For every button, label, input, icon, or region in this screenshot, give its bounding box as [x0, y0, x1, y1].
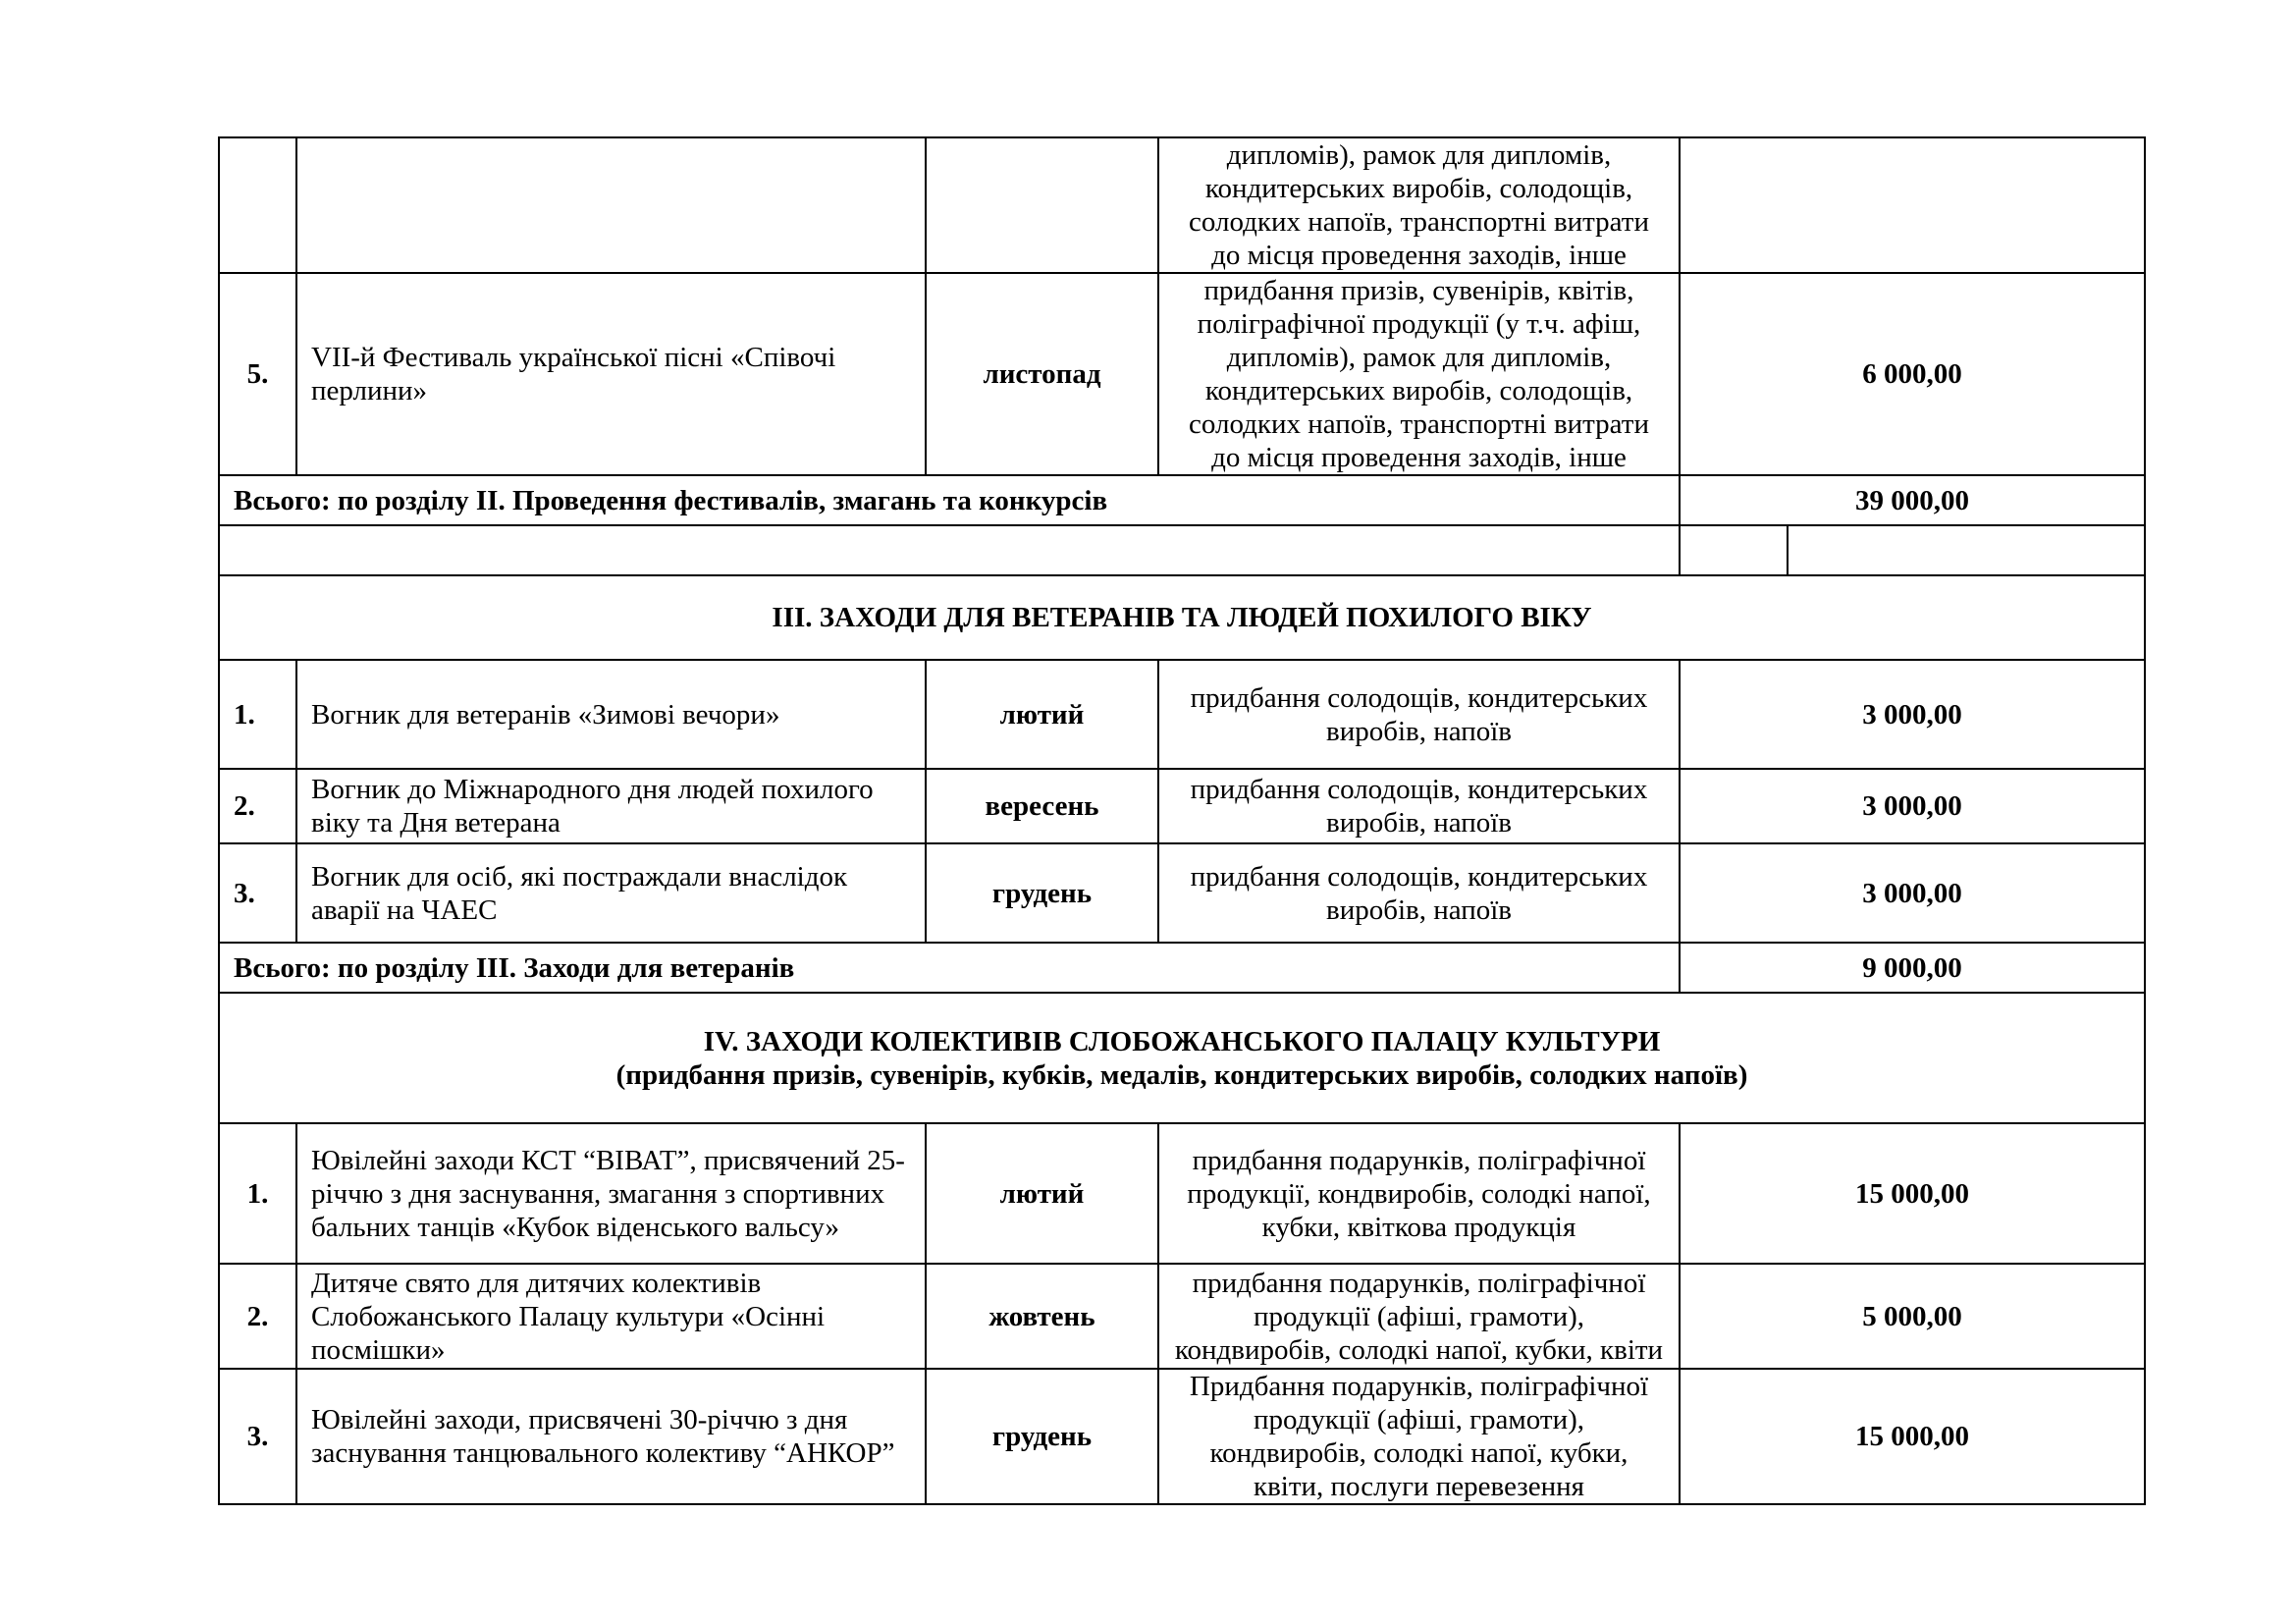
section-title: III. ЗАХОДИ ДЛЯ ВЕТЕРАНІВ ТА ЛЮДЕЙ ПОХИЛОГО ВІКУ — [219, 575, 2145, 660]
row-number: 2. — [219, 1264, 296, 1369]
section-header — [219, 993, 2145, 1123]
event-name: VII-й Фестиваль української пісні «Співочі перлини» — [296, 273, 926, 475]
event-description: придбання солодощів, кондитерських виробів, напоїв — [1158, 843, 1680, 943]
row-number: 3. — [219, 843, 296, 943]
row-number — [219, 137, 296, 273]
empty-row — [219, 525, 2145, 575]
event-term: жовтень — [926, 1264, 1158, 1369]
event-description: придбання подарунків, поліграфічної продукції (афіші, грамоти), кондвиробів, солодкі напої, кубки, квіти — [1158, 1264, 1680, 1369]
section-header-row — [219, 993, 2145, 1123]
section-total-row — [219, 943, 2145, 993]
event-name: Вогник для осіб, які постраждали внаслідок аварії на ЧАЕС — [296, 843, 926, 943]
budget-table — [218, 136, 2146, 1505]
section-total-sum: 9 000,00 — [1680, 943, 2145, 993]
event-term — [926, 137, 1158, 273]
section-title: IV. ЗАХОДИ КОЛЕКТИВІВ СЛОБОЖАНСЬКОГО ПАЛАЦУ КУЛЬТУРИ — [703, 1025, 1661, 1057]
event-sum: 3 000,00 — [1680, 769, 2145, 843]
event-description: Придбання подарунків, поліграфічної продукції (афіші, грамоти), кондвиробів, солодкі напої, кубки, квіти, послуги перевезення — [1158, 1369, 1680, 1504]
event-name — [296, 137, 926, 273]
section-total-label: Всього: по розділу II. Проведення фестивалів, змагань та конкурсів — [219, 475, 1680, 525]
empty-cell — [219, 525, 1680, 575]
event-sum: 15 000,00 — [1680, 1123, 2145, 1264]
event-term: листопад — [926, 273, 1158, 475]
row-number: 5. — [219, 273, 296, 475]
section-total-label: Всього: по розділу III. Заходи для ветеранів — [219, 943, 1680, 993]
section-header-row — [219, 575, 2145, 660]
event-sum: 3 000,00 — [1680, 660, 2145, 769]
event-description: придбання солодощів, кондитерських виробів, напоїв — [1158, 660, 1680, 769]
event-name: Вогник для ветеранів «Зимові вечори» — [296, 660, 926, 769]
event-name: Дитяче свято для дитячих колективів Слобожанського Палацу культури «Осінні посмішки» — [296, 1264, 926, 1369]
event-term: лютий — [926, 1123, 1158, 1264]
event-term: грудень — [926, 843, 1158, 943]
table-row — [219, 769, 2145, 843]
event-name: Вогник до Міжнародного дня людей похилого віку та Дня ветерана — [296, 769, 926, 843]
event-description: придбання солодощів, кондитерських виробів, напоїв — [1158, 769, 1680, 843]
event-sum: 15 000,00 — [1680, 1369, 2145, 1504]
event-term: грудень — [926, 1369, 1158, 1504]
event-description: дипломів), рамок для дипломів, кондитерських виробів, солодощів, солодких напоїв, транспортні витрати до місця проведення заходів, інше — [1158, 137, 1680, 273]
empty-cell — [1788, 525, 2145, 575]
section-total-sum: 39 000,00 — [1680, 475, 2145, 525]
event-term: лютий — [926, 660, 1158, 769]
table-row — [219, 1123, 2145, 1264]
table-row — [219, 1369, 2145, 1504]
event-sum: 6 000,00 — [1680, 273, 2145, 475]
row-number: 1. — [219, 1123, 296, 1264]
table-row — [219, 1264, 2145, 1369]
event-sum: 5 000,00 — [1680, 1264, 2145, 1369]
event-name: Ювілейні заходи КСТ “ВІВАТ”, присвячений 25-річчю з дня заснування, змагання з спортивних бальних танців «Кубок віденського вальсу» — [296, 1123, 926, 1264]
table-row — [219, 843, 2145, 943]
event-term: вересень — [926, 769, 1158, 843]
table-row — [219, 660, 2145, 769]
table-row-continuation — [219, 137, 2145, 273]
row-number: 1. — [219, 660, 296, 769]
event-description: придбання подарунків, поліграфічної продукції, кондвиробів, солодкі напої, кубки, квіткова продукція — [1158, 1123, 1680, 1264]
event-description: придбання призів, сувенірів, квітів, поліграфічної продукції (у т.ч. афіш, дипломів), рамок для дипломів, кондитерських виробів, солодощів, солодких напоїв, транспортні витрати до місця проведення заходів, інше — [1158, 273, 1680, 475]
section-total-row — [219, 475, 2145, 525]
row-number: 3. — [219, 1369, 296, 1504]
event-name: Ювілейні заходи, присвячені 30-річчю з дня заснування танцювального колективу “АНКОР” — [296, 1369, 926, 1504]
empty-cell — [1680, 525, 1788, 575]
event-sum — [1680, 137, 2145, 273]
table-row — [219, 273, 2145, 475]
row-number: 2. — [219, 769, 296, 843]
event-sum: 3 000,00 — [1680, 843, 2145, 943]
section-subtitle: (придбання призів, сувенірів, кубків, медалів, кондитерських виробів, солодких напоїв) — [615, 1058, 1748, 1091]
